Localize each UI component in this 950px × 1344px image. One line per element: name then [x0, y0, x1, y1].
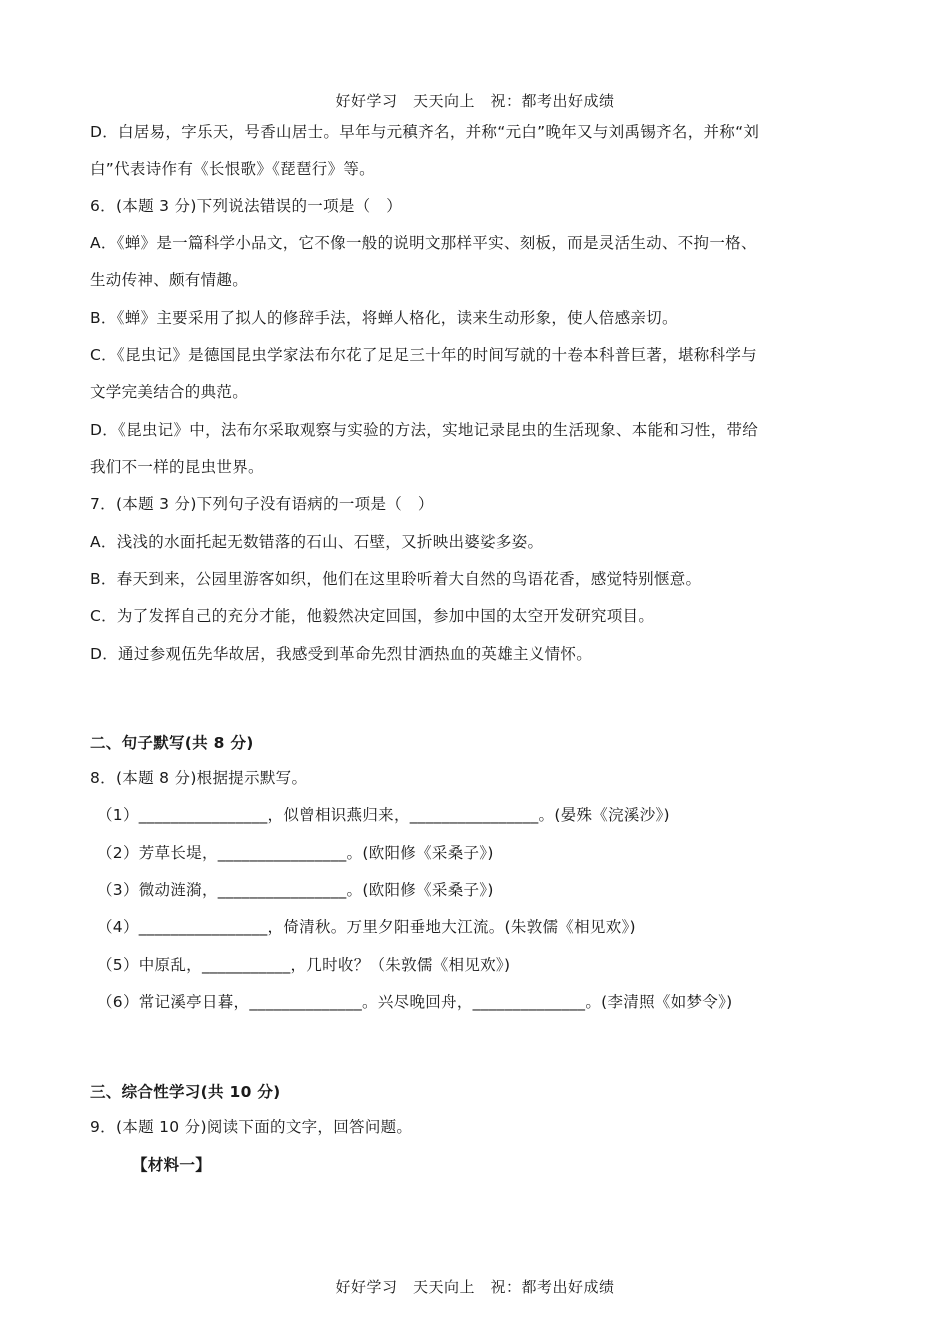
q8-stem: 8．(本题 8 分)根据提示默写。 — [90, 769, 308, 787]
material-1-label: 【材料一】 — [132, 1156, 212, 1174]
q8-item-2: （2）芳草长堤，________________。(欧阳修《采桑子》) — [97, 844, 494, 862]
q8-item-3: （3）微动涟漪，________________。(欧阳修《采桑子》) — [97, 881, 494, 899]
q6-option-c-line2: 文学完美结合的典范。 — [90, 383, 249, 401]
q8-item-1: （1）________________，似曾相识燕归来，________________。(晏殊《浣溪沙》) — [97, 806, 670, 824]
q5-option-d-line2: 白”代表诗作有《长恨歌》《琵琶行》等。 — [90, 160, 375, 178]
page-header: 好好学习 天天向上 祝：都考出好成绩 — [335, 92, 615, 110]
q7-stem: 7．(本题 3 分)下列句子没有语病的一项是（ ） — [90, 495, 434, 513]
q6-option-d-line2: 我们不一样的昆虫世界。 — [90, 458, 264, 476]
q6-option-c-line1: C．《昆虫记》是德国昆虫学家法布尔花了足足三十年的时间写就的十卷本科普巨著，堪称科学与 — [90, 346, 757, 364]
q7-option-a: A．浅浅的水面托起无数错落的石山、石壁，又折映出婆娑多姿。 — [90, 533, 544, 551]
page-footer: 好好学习 天天向上 祝：都考出好成绩 — [335, 1278, 615, 1296]
q6-stem: 6．(本题 3 分)下列说法错误的一项是（ ） — [90, 197, 403, 215]
q6-option-d-line1: D．《昆虫记》中，法布尔采取观察与实验的方法，实地记录昆虫的生活现象、本能和习性，带给 — [90, 421, 759, 439]
q6-option-a-line1: A．《蝉》是一篇科学小品文，它不像一般的说明文那样平实、刻板，而是灵活生动、不拘一格、 — [90, 234, 757, 252]
section-2-title: 二、句子默写(共 8 分) — [90, 734, 254, 752]
q5-option-d-line1: D．白居易，字乐天，号香山居士。早年与元稹齐名，并称“元白”晚年又与刘禹锡齐名，并称“刘 — [90, 123, 760, 141]
section-3-title: 三、综合性学习(共 10 分) — [90, 1083, 281, 1101]
q7-option-d: D．通过参观伍先华故居，我感受到革命先烈甘洒热血的英雄主义情怀。 — [90, 645, 593, 663]
q8-item-5: （5）中原乱，___________，几时收？（朱敦儒《相见欢》) — [97, 956, 511, 974]
q8-item-4: （4）________________，倚清秋。万里夕阳垂地大江流。(朱敦儒《相见欢》) — [97, 918, 636, 936]
q7-option-b: B．春天到来，公园里游客如织，他们在这里聆听着大自然的鸟语花香，感觉特别惬意。 — [90, 570, 702, 588]
q7-option-c: C．为了发挥自己的充分才能，他毅然决定回国，参加中国的太空开发研究项目。 — [90, 607, 655, 625]
q9-stem: 9．(本题 10 分)阅读下面的文字，回答问题。 — [90, 1118, 413, 1136]
q6-option-a-line2: 生动传神、颇有情趣。 — [90, 271, 249, 289]
q6-option-b: B．《蝉》主要采用了拟人的修辞手法，将蝉人格化，读来生动形象，使人倍感亲切。 — [90, 309, 678, 327]
q8-item-6: （6）常记溪亭日暮，______________。兴尽晚回舟，______________。(李清照《如梦令》) — [97, 993, 733, 1011]
